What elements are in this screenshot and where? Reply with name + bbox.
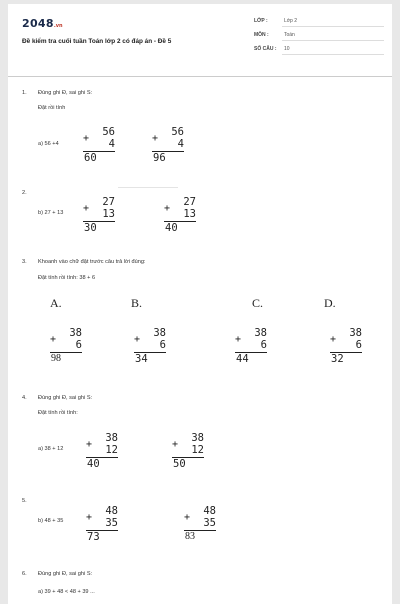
meta-key: LỚP : (254, 18, 268, 24)
addend-bottom: 35 (203, 517, 216, 529)
addend-bottom: 6 (355, 339, 362, 351)
header-divider (8, 76, 392, 77)
vertical-addition (50, 327, 82, 363)
plus-sign: + (83, 203, 90, 214)
question-number: 4. (22, 395, 27, 401)
vertical-addition (83, 196, 115, 232)
result: 60 (84, 152, 97, 164)
addend-bottom: 35 (105, 517, 118, 529)
plus-sign: + (235, 334, 242, 345)
site-logo[interactable]: 2048.vn (22, 17, 63, 30)
plus-sign: + (330, 334, 337, 345)
question-item: b) 27 + 13 (38, 210, 64, 216)
vertical-addition (330, 327, 362, 363)
plus-sign: + (86, 439, 93, 450)
addend-bottom: 4 (177, 138, 184, 150)
plus-sign: + (152, 133, 159, 144)
question-number: 6. (22, 571, 27, 577)
question-subtext: Đặt rồi tính (38, 105, 66, 111)
plus-sign: + (50, 334, 57, 345)
result: 50 (173, 458, 186, 470)
result: 98 (51, 353, 61, 364)
addend-top: 27 (183, 196, 196, 208)
question-text: Đúng ghi Đ, sai ghi S: (38, 395, 93, 401)
vertical-addition (83, 126, 115, 162)
question-number: 5. (22, 498, 27, 504)
vertical-addition (86, 432, 118, 468)
addend-top: 38 (254, 327, 267, 339)
vertical-addition (172, 432, 204, 468)
plus-sign: + (172, 439, 179, 450)
addend-bottom: 12 (105, 444, 118, 456)
meta-value: 10 (284, 46, 290, 52)
plus-sign: + (164, 203, 171, 214)
question-number: 2. (22, 190, 27, 196)
result: 73 (87, 531, 100, 543)
result: 32 (331, 353, 344, 365)
result: 40 (87, 458, 100, 470)
plus-sign: + (83, 133, 90, 144)
question-subtext: Đặt tính rồi tính: 38 + 6 (38, 275, 96, 281)
question-item: a) 38 + 12 (38, 446, 64, 452)
addend-bottom: 6 (260, 339, 267, 351)
addend-bottom: 13 (102, 208, 115, 220)
result: 30 (84, 222, 97, 234)
question-number: 1. (22, 90, 27, 96)
plus-sign: + (86, 512, 93, 523)
addend-top: 38 (349, 327, 362, 339)
addend-bottom: 6 (159, 339, 166, 351)
option-b-label[interactable]: B. (131, 296, 143, 310)
result: 96 (153, 152, 166, 164)
document-title: Đề kiểm tra cuối tuần Toán lớp 2 có đáp án - Đề 5 (22, 38, 172, 45)
question-item: a) 39 + 48 < 48 + 39 ... (38, 589, 95, 595)
vertical-addition (235, 327, 267, 363)
faint-divider (118, 187, 178, 188)
addend-bottom: 4 (108, 138, 115, 150)
vertical-addition (152, 126, 184, 162)
addend-top: 27 (102, 196, 115, 208)
addend-top: 38 (69, 327, 82, 339)
result: 44 (236, 353, 249, 365)
question-text: Đúng ghi Đ, sai ghi S: (38, 571, 93, 577)
plus-sign: + (184, 512, 191, 523)
vertical-addition (86, 505, 118, 541)
question-number: 3. (22, 259, 27, 265)
result: 34 (135, 353, 148, 365)
meta-value: Toán (284, 32, 295, 38)
meta-line (282, 54, 384, 55)
addend-bottom: 13 (183, 208, 196, 220)
meta-value: Lớp 2 (284, 18, 298, 24)
plus-sign: + (134, 334, 141, 345)
question-item: a) 56 +4 (38, 141, 59, 147)
meta-line (282, 40, 384, 41)
question-text: Đúng ghi Đ, sai ghi S: (38, 90, 93, 96)
vertical-addition (134, 327, 166, 363)
addend-top: 38 (105, 432, 118, 444)
meta-line (282, 26, 384, 27)
addend-bottom: 6 (75, 339, 82, 351)
addend-top: 48 (203, 505, 216, 517)
worksheet-page (8, 4, 392, 604)
question-text: Khoanh vào chữ đặt trước câu trả lời đúng: (38, 259, 146, 265)
meta-key: SỐ CÂU : (254, 46, 277, 52)
addend-top: 48 (105, 505, 118, 517)
result: 83 (185, 531, 195, 542)
addend-top: 38 (153, 327, 166, 339)
question-subtext: Đặt tính rồi tính: (38, 410, 78, 416)
question-item: b) 48 + 35 (38, 518, 64, 524)
option-c-label[interactable]: C. (252, 296, 264, 310)
option-d-label[interactable]: D. (324, 296, 336, 310)
addend-top: 38 (191, 432, 204, 444)
result: 40 (165, 222, 178, 234)
vertical-addition (184, 505, 216, 541)
addend-bottom: 12 (191, 444, 204, 456)
vertical-addition (164, 196, 196, 232)
addend-top: 56 (102, 126, 115, 138)
meta-key: MÔN : (254, 32, 269, 38)
option-a-label[interactable]: A. (50, 296, 62, 310)
addend-top: 56 (171, 126, 184, 138)
